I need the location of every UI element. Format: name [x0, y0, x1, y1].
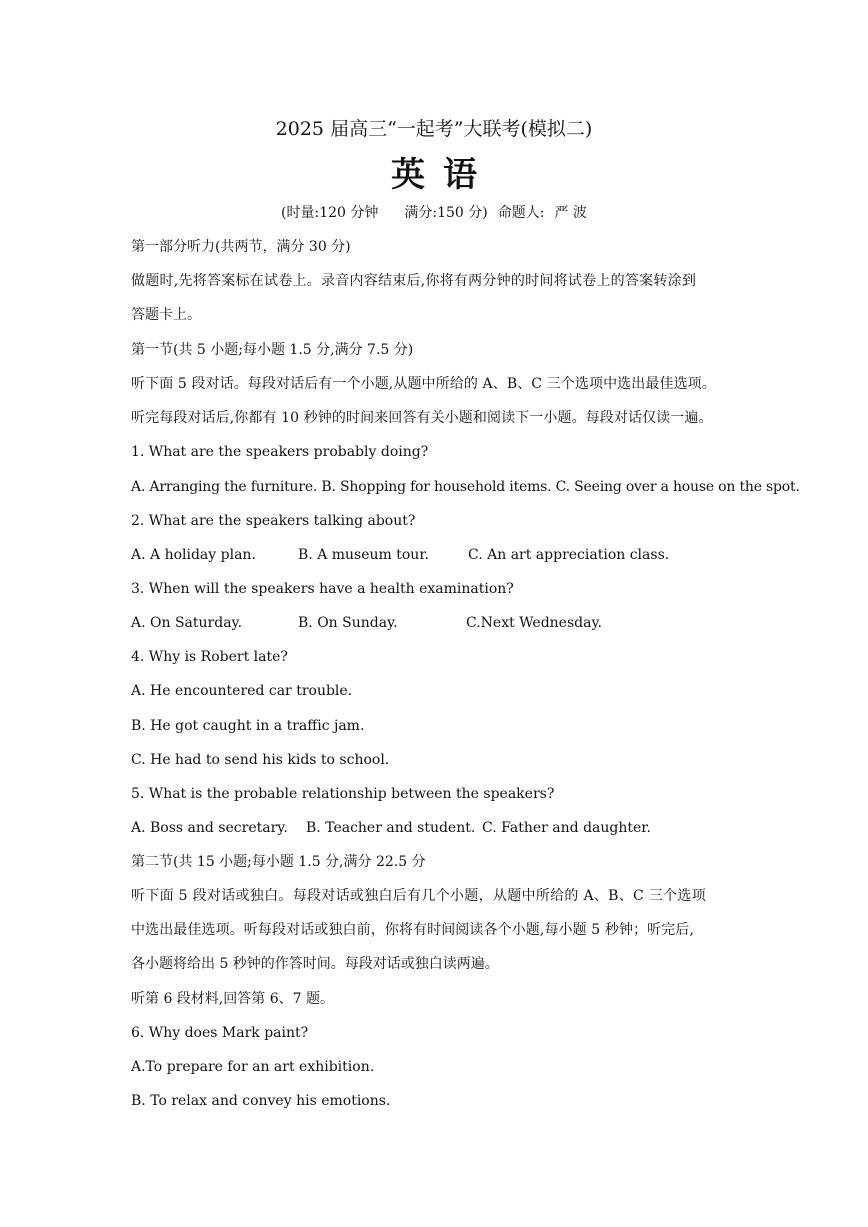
part1-instruction-line1: 做题时,先将答案标在试卷上。录音内容结束后,你将有两分钟的时间将试卷上的答案转涂到 [131, 273, 697, 289]
exam-score: 满分:150 分) [404, 205, 488, 221]
section2-instruction-line2: 中选出最佳选项。听每段对话或独白前，你将有时间阅读各个小题,每小题 5 秒钟；听完后, [131, 922, 695, 938]
author-name: 严 波 [554, 205, 587, 221]
exam-title: 2025 届高三“一起考”大联考(模拟二) [275, 118, 593, 140]
question-3-option-a: A. On Saturday. [131, 615, 243, 631]
question-2-options [131, 545, 669, 565]
question-2-option-b: B. A museum tour. [298, 547, 429, 563]
question-1-options: A. Arranging the furniture. B. Shopping for household items. C. Seeing over a house on the spot. [131, 479, 800, 495]
question-3-option-b: B. On Sunday. [298, 615, 398, 631]
question-2-option-c: C. An art appreciation class. [468, 547, 670, 563]
question-4-option-a: A. He encountered car trouble. [131, 683, 353, 699]
exam-time: (时量:120 分钟 [281, 205, 379, 221]
section1-instruction-line1: 听下面 5 段对话。每段对话后有一个小题,从题中所给的 A、B、C 三个选项中选出最佳选项。 [131, 376, 716, 392]
part1-heading: 第一部分听力(共两节，满分 30 分) [131, 239, 351, 255]
question-3-stem: 3. When will the speakers have a health examination? [131, 581, 514, 597]
section1-heading: 第一节(共 5 小题;每小题 1.5 分,满分 7.5 分) [131, 342, 414, 358]
section2-instruction-line3: 各小题将给出 5 秒钟的作答时间。每段对话或独白读两遍。 [131, 956, 499, 972]
question-6-option-b: B. To relax and convey his emotions. [131, 1093, 391, 1109]
question-2-stem: 2. What are the speakers talking about? [131, 513, 416, 529]
question-4-option-c: C. He had to send his kids to school. [131, 752, 390, 768]
question-3-options [131, 613, 602, 633]
question-3-option-c: C.Next Wednesday. [466, 615, 602, 631]
question-5-options [131, 818, 651, 838]
section2-instruction-line1: 听下面 5 段对话或独白。每段对话或独白后有几个小题，从题中所给的 A、B、C 三个选项 [131, 888, 707, 904]
question-5-option-a: A. Boss and secretary. [131, 820, 288, 836]
exam-info [0, 203, 868, 223]
question-4-option-b: B. He got caught in a traffic jam. [131, 718, 365, 734]
material-note: 听第 6 段材料,回答第 6、7 题。 [131, 991, 334, 1007]
question-2-option-a: A. A holiday plan. [131, 547, 256, 563]
question-5-option-c: C. Father and daughter. [482, 820, 651, 836]
author-label: 命题人: [497, 205, 545, 221]
question-6-stem: 6. Why does Mark paint? [131, 1025, 309, 1041]
question-5-option-b: B. Teacher and student. [306, 820, 476, 836]
section2-heading: 第二节(共 15 小题;每小题 1.5 分,满分 22.5 分 [131, 854, 426, 870]
question-4-stem: 4. Why is Robert late? [131, 649, 288, 665]
question-1-stem: 1. What are the speakers probably doing? [131, 444, 429, 460]
question-6-option-a: A.To prepare for an art exhibition. [131, 1059, 375, 1075]
subject-title: 英语 [391, 155, 495, 195]
section1-instruction-line2: 听完每段对话后,你都有 10 秒钟的时间来回答有关小题和阅读下一小题。每段对话仅读一遍。 [131, 410, 713, 426]
question-5-stem: 5. What is the probable relationship between the speakers? [131, 786, 555, 802]
part1-instruction-line2: 答题卡上。 [131, 307, 201, 323]
